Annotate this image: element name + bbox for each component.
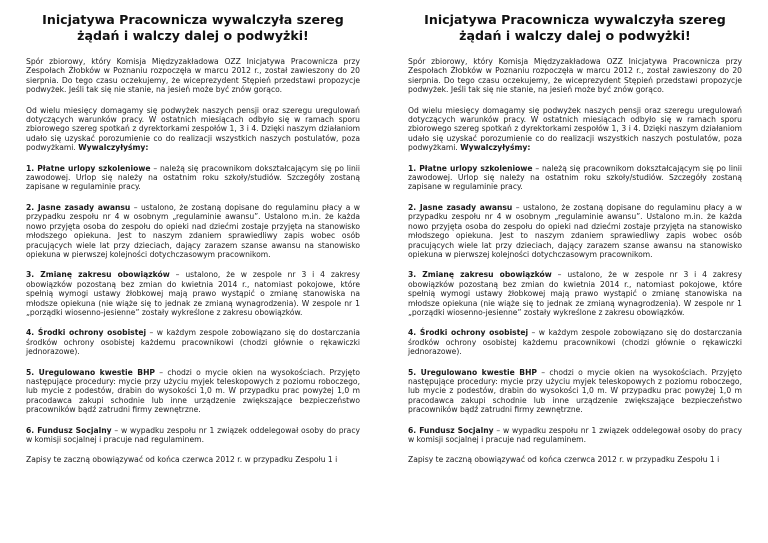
item-heading: 6. Fundusz Socjalny (26, 425, 112, 435)
item-text: – w wypadku zespołu nr 1 związek oddelegował osoby do pracy w komisji socjalnej i pracuje nad regulaminem. (408, 425, 743, 444)
item-1 (408, 164, 742, 192)
item-heading: 3. Zmianę zakresu obowiązków (26, 270, 170, 280)
item-heading: 4. Środki ochrony osobistej (26, 328, 147, 338)
item-text: – w wypadku zespołu nr 1 związek oddelegował osoby do pracy w komisji socjalnej i pracuje nad regulaminem. (26, 425, 361, 444)
leaflet-column-left (26, 12, 360, 476)
item-heading: 2. Jasne zasady awansu (26, 202, 131, 212)
item-2 (26, 203, 360, 259)
intro-paragraph: Spór zbiorowy, który Komisja Międzyzakładowa OZZ Inicjatywa Pracownicza przy Zespołach Żłobków w Poznaniu rozpoczęła w marcu 2012 r., został zawieszony do 20 sierpnia. Do tego czasu oczekujemy, że wiceprezydent Stępień przedstawi propozycje podwyżek. Jeśli tak się nie stanie, na jesień może być znów gorąco. (408, 57, 742, 95)
item-heading: 4. Środki ochrony osobistej (408, 328, 529, 338)
item-heading: 2. Jasne zasady awansu (408, 202, 513, 212)
item-text: – należą się pracownikom dokształcającym się po linii zawodowej. Urlop się należy na ostatnim roku szkoły/studiów. Szczegóły zostaną zapisane w regulaminie pracy. (26, 163, 360, 192)
item-text: – ustalono, że zostaną dopisane do regulaminu płacy a w przypadku zespołu nr 4 w osobnym „regulaminie awansu”. Ustalono m.in. że każda nowo przyjęta osoba do zespołu do opieki nad dziećmi zostaje przyjęta na stanowisko młodszego opiekuna. Jest to naszym zdaniem sprawiedliwy zapis wobec osób pracujących wiele lat przy dzieciach, dający zarazem szanse awansu na stanowisko opiekuna w pierwszej kolejności dotychczasowym pracownikom. (408, 202, 742, 259)
item-3 (408, 270, 742, 317)
item-heading: 3. Zmianę zakresu obowiązków (408, 270, 552, 280)
leaflet-title: Inicjatywa Pracownicza wywalczyła szereg żądań i walczy dalej o podwyżki! (424, 12, 726, 43)
summary-bold: Wywalczyłyśmy: (460, 143, 531, 153)
item-heading: 5. Uregulowano kwestie BHP (26, 367, 155, 377)
item-6 (26, 426, 360, 445)
item-text: – chodzi o mycie okien na wysokościach. Przyjęto następujące procedury: mycie przy użyciu myjek teleskopowych z poziomu roboczego, lub mycie z podestów, drabin do wysokości 1,0 m. W przypadku prac powyżej 1,0 m pracodawca zakupi schodnie lub inne urządzenie zwiększające bezpieczeństwo pracowników bądź zatrudni firmy zewnętrzne. (26, 367, 360, 415)
item-text: – ustalono, że w zespole nr 3 i 4 zakresy obowiązków pozostaną bez zmian do kwietnia 2014 r., natomiast pokojowe, które spełnią wymogi ustawy żłobkowej mają prawo wystąpić o zmianę stanowiska na młodsze opiekuna (nie wiąże się to jednak ze zmianą wynagrodzenia). W zespole nr 1 „porządki wiosenno-jesienne” zostały wykreślone z zakresu obowiązków. (408, 270, 742, 317)
item-heading: 1. Płatne urlopy szkoleniowe (408, 163, 533, 173)
summary-bold: Wywalczyłyśmy: (78, 143, 149, 153)
leaflet-title: Inicjatywa Pracownicza wywalczyła szereg żądań i walczy dalej o podwyżki! (42, 12, 344, 43)
item-6 (408, 426, 742, 445)
item-text: – należą się pracownikom dokształcającym się po linii zawodowej. Urlop się należy na ostatnim roku szkoły/studiów. Szczegóły zostaną zapisane w regulaminie pracy. (408, 163, 742, 192)
item-text: – w każdym zespole zobowiązano się do dostarczania środków ochrony osobistej każdemu pracownikowi (chodzi głównie o rękawiczki jednorazowe). (26, 328, 360, 357)
item-text: – w każdym zespole zobowiązano się do dostarczania środków ochrony osobistej każdemu pracownikowi (chodzi głównie o rękawiczki jednorazowe). (408, 328, 742, 357)
summary-text: Od wielu miesięcy domagamy się podwyżek naszych pensji oraz szeregu uregulowań dotyczących warunków pracy. W ostatnich miesiącach odbyło się w ramach sporu zbiorowego szereg spotkań z dyrektorkami zespołów 1, 3 i 4. Dzięki naszym działaniom udało się uzyskać porozumienie co do realizacji wszystkich naszych postulatów, poza podwyżkami. (26, 105, 360, 153)
item-5 (408, 368, 742, 415)
intro-paragraph: Spór zbiorowy, który Komisja Międzyzakładowa OZZ Inicjatywa Pracownicza przy Zespołach Żłobków w Poznaniu rozpoczęła w marcu 2012 r., został zawieszony do 20 sierpnia. Do tego czasu oczekujemy, że wiceprezydent Stępień przedstawi propozycje podwyżek. Jeśli tak się nie stanie, na jesień może być znów gorąco. (26, 57, 360, 95)
item-4 (26, 328, 360, 356)
item-3 (26, 270, 360, 317)
item-text: – chodzi o mycie okien na wysokościach. Przyjęto następujące procedury: mycie przy użyciu myjek teleskopowych z poziomu roboczego, lub mycie z podestów, drabin do wysokości 1,0 m. W przypadku prac powyżej 1,0 m pracodawca zakupi schodnie lub inne urządzenie zwiększające bezpieczeństwo pracowników bądź zatrudni firmy zewnętrzne. (408, 367, 742, 415)
item-5 (26, 368, 360, 415)
summary-paragraph (26, 106, 360, 153)
item-heading: 1. Płatne urlopy szkoleniowe (26, 163, 151, 173)
item-text: – ustalono, że w zespole nr 3 i 4 zakresy obowiązków pozostaną bez zmian do kwietnia 2014 r., natomiast pokojowe, które spełnią wymogi ustawy żłobkowej mają prawo wystąpić o zmianę stanowiska na młodsze opiekuna (nie wiąże się to jednak ze zmianą wynagrodzenia). W zespole nr 1 „porządki wiosenno-jesienne” zostały wykreślone z zakresu obowiązków. (26, 270, 360, 317)
leaflet-column-right (408, 12, 742, 476)
summary-text: Od wielu miesięcy domagamy się podwyżek naszych pensji oraz szeregu uregulowań dotyczących warunków pracy. W ostatnich miesiącach odbyło się w ramach sporu zbiorowego szereg spotkań z dyrektorkami zespołów 1, 3 i 4. Dzięki naszym działaniom udało się uzyskać porozumienie co do realizacji wszystkich naszych postulatów, poza podwyżkami. (408, 105, 742, 153)
item-2 (408, 203, 742, 259)
item-heading: 6. Fundusz Socjalny (408, 425, 494, 435)
closing-paragraph: Zapisy te zaczną obowiązywać od końca czerwca 2012 r. w przypadku Zespołu 1 i (408, 455, 720, 465)
item-heading: 5. Uregulowano kwestie BHP (408, 367, 537, 377)
item-1 (26, 164, 360, 192)
item-4 (408, 328, 742, 356)
closing-paragraph: Zapisy te zaczną obowiązywać od końca czerwca 2012 r. w przypadku Zespołu 1 i (26, 455, 338, 465)
item-text: – ustalono, że zostaną dopisane do regulaminu płacy a w przypadku zespołu nr 4 w osobnym „regulaminie awansu”. Ustalono m.in. że każda nowo przyjęta osoba do zespołu do opieki nad dziećmi zostaje przyjęta na stanowisko młodszego opiekuna. Jest to naszym zdaniem sprawiedliwy zapis wobec osób pracujących wiele lat przy dzieciach, dający zarazem szanse awansu na stanowisko opiekuna w pierwszej kolejności dotychczasowym pracownikom. (26, 202, 360, 259)
summary-paragraph (408, 106, 742, 153)
